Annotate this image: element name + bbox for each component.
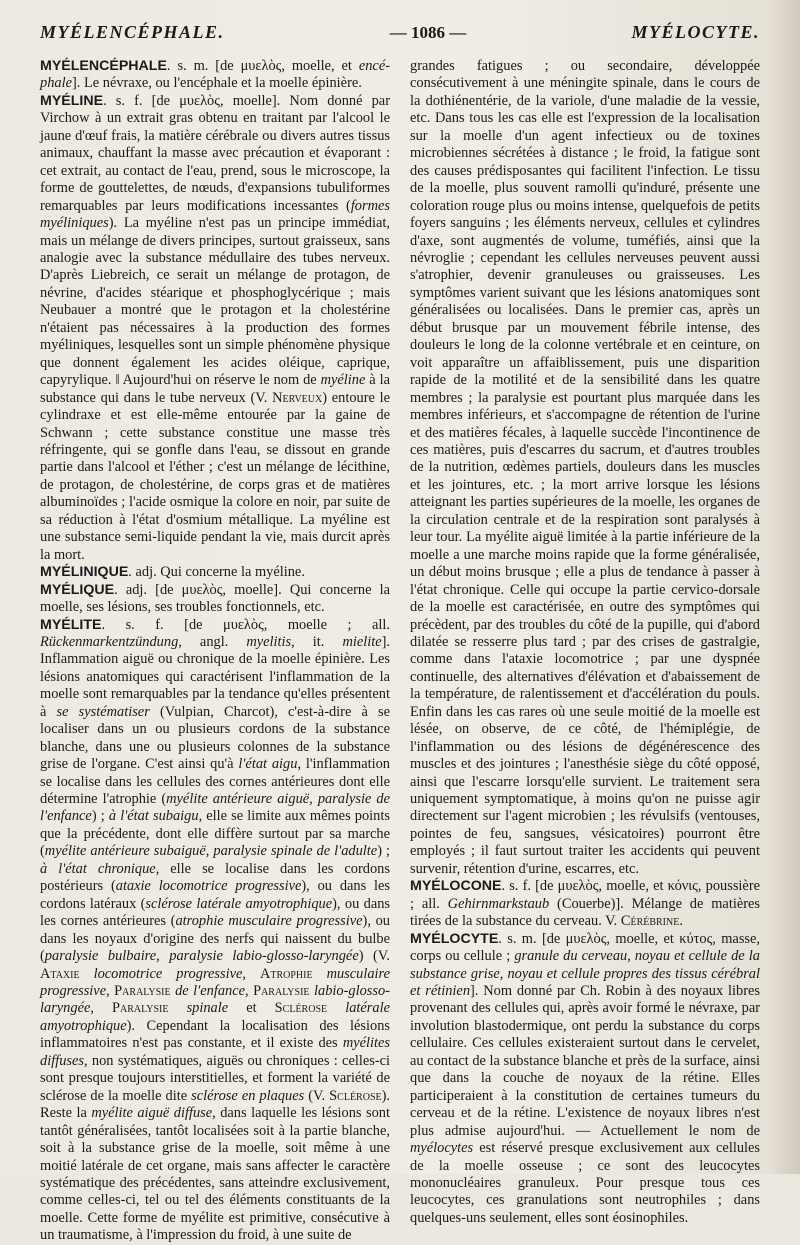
italic-text: à l'état chronique [40,860,156,877]
small-caps-reference: Cérébrine [620,913,680,930]
entry-text: ) ; [91,808,109,825]
entry-text: (Vulpian, Charcot), c'est-à-dire à se localiser dans un ou plusieurs cordons de la substance blanche, dans une ou plusieurs colonnes de la substance grise de l'organe. C'est ainsi qu'à [40,703,390,773]
italic-text: spinale [186,1000,229,1017]
entry-text: est réservé presque exclusivement aux cellules de la moelle osseuse ; ce sont des leucocytes mononucléaires granuleux. Pour presque tous ces leucocytes, ces granulations sont neutrophiles ; dans quelques-uns seulement, elles sont éosinophiles. [410,1140,760,1226]
entry-text: , non systématiques, aiguës ou chroniques : celles-ci sont presque toujours interstitielles, et forment la variété de sclérose de la moelle dite [40,1052,390,1104]
italic-text: à l'état subaigu [108,808,199,825]
left-column [40,58,390,1245]
entry-text: ]. Nom donné par Ch. Robin à des noyaux libres provenant des cellules qui, après avoir formé le névraxe, par involution blastodermique, ont perdu la substance du corps cellulaire. Ces cellules existeraient surtout dans le cervelet, au contact de la substance blanche et près de la surface, ainsi que dans la couche de noyaux de la rétine. Elles participeraient à la constitution de certaines tumeurs du cerveau et de la rétine. L'existence de noyaux libres n'est plus admise aujourd'hui. — Actuellement le nom de [410,983,761,1139]
entry-text: ), ou dans les cordons latéraux ( [40,878,390,912]
italic-text: myéline [320,372,366,389]
entry-text: , [106,983,115,1000]
dictionary-entry [410,931,760,1228]
italic-text: atrophie musculaire progressive [175,913,363,930]
entry-text: (V. [304,1087,330,1104]
italic-text: myélocytes [410,1140,474,1157]
small-caps-reference: Paralysie [114,983,171,1000]
italic-text: de l'enfance [175,983,245,1000]
dictionary-entry [40,617,390,1245]
entry-text: . s. f. [de μυελὸς, moelle]. Nom donné par Virchow à un extrait gras obtenu en traitant par l'alcool le jaune d'œuf frais, la matière cérébrale ou divers autres tissus animaux, chauffant la masse avec précaution et évaporant : cet extrait, au contact de l'eau, prend, sous le microscope, la forme de gouttelettes, de nœuds, d'expansions tubuliformes remarquables par leurs modifications incessantes ( [40,92,390,214]
dictionary-entry [40,582,390,617]
italic-text: locomotrice progressive [93,965,243,982]
entry-continuation [410,58,760,878]
small-caps-reference: Ataxie [40,965,80,982]
italic-text: myelitis [246,633,292,650]
entry-text: . adj. Qui concerne la myéline. [128,564,305,581]
entry-text: ) ; [377,843,390,860]
entry-headword: MYÉLENCÉPHALE [40,58,167,74]
dictionary-entry [40,93,390,564]
italic-text: myélite antérieure aiguë, paralysie de l'enfance [40,791,390,825]
entry-text: ). Reste la [40,1087,390,1122]
entry-text: , elle se localise dans les cordons postérieurs ( [40,860,390,895]
entry-text: ). Cependant la localisation des lésions inflammatoires n'est pas constante, et il existe des [40,1017,390,1052]
entry-text: ) entoure le cylindraxe et est elle-même entourée par la gaine de Schwann ; cette substance constitue une masse très réfringente, qui se gonfle dans l'eau, se dissout en grande partie dans l'alcool et l'éther ; c'est un mélange de lécithine, de protagon, de cholestérine, de corps gras et de matières albuminoïdes ; l'acide osmique la colore en noir, par suite de sa réduction à l'état d'osmium métallique. La myéline est une substance semi-liquide pendant la vie, mais durcit après la mort. [40,389,390,563]
italic-text: paralysie bulbaire, paralysie labio-glosso-laryngée [44,948,359,965]
italic-text: latérale amyotrophique [40,1000,390,1034]
entry-text: . s. f. [de μυελὸς, moelle ; all. [101,616,390,633]
entry-text: , it. [291,633,343,650]
entry-text: . s. m. [de μυελὸς, moelle, et κύτος, masse, corps ou cellule ; [410,930,760,965]
italic-text: encé-phale [40,58,390,92]
entry-headword: MYÉLOCONE [410,878,502,895]
dictionary-entry [410,878,760,930]
entry-text: à la substance qui dans le tube nerveux (V. [40,372,391,406]
entry-text: , l'inflammation se localise dans les cellules des cornes antérieures dont elle détermine l'atrophie ( [40,756,390,808]
entry-text: ) (V. [358,948,390,965]
small-caps-reference: Paralysie [112,1000,169,1017]
italic-text: granule du cerveau, noyau et cellule de la substance grise, noyau et cellule propres des tissus cérébral et rétinien [410,948,760,1000]
entry-text [313,966,327,982]
entry-headword: MYÉLIQUE [40,581,115,598]
dictionary-entry [40,564,390,581]
entry-text [168,1000,186,1016]
entry-headword: MYÉLITE [40,616,102,633]
entry-text: ]. Inflammation aiguë ou chronique de la moelle épinière. Les lésions anatomiques qui caractérisent l'inflammation de la moelle sont remarquables par la tendance qu'elles présentent à [40,633,391,720]
entry-text: , elle se limite aux mêmes points que la précédente, dont elle diffère surtout par sa marche ( [40,808,390,860]
entry-headword: MYÉLINIQUE [40,564,129,581]
entry-headword: MYÉLINE [40,92,104,109]
small-caps-reference: Sclérose [329,1087,382,1104]
small-caps-reference: Paralysie [253,983,310,1000]
entry-text: , angl. [178,633,247,650]
dictionary-entry [40,58,390,93]
italic-text: mielite [342,633,382,650]
italic-text: se systématiser [56,703,150,720]
italic-text: Gehirnmarkstaub [447,895,550,912]
italic-text: l'état aigu [238,756,298,773]
italic-text: myélite antérieure subaiguë, paralysie spinale de l'adulte [44,843,378,860]
entry-text: . adj. [de μυελὸς, moelle]. Qui concerne la moelle, ses lésions, ses troubles fonctionnels, etc. [40,581,390,616]
italic-text: sclérose en plaques [191,1087,305,1104]
entry-text: , [90,1000,113,1017]
entry-text: ). La myéline n'est pas un principe immédiat, mais un mélange de divers principes, surtout graisseux, sans analogie avec la substance médullaire des tubes nerveux. D'après Liebreich, ce serait un mélange de protagon, de névrine, d'acides stéarique et phosphoglycérique ; mais Neubauer a montré que le protagon et la cholestérine n'étaient pas nécessaires à la production des formes myéliniques, lesquelles sont un simple phénomène physique que donnent également les acides oléique, caprique, capyrylique. ‖ Aujourd'hui on réserve le nom de [40,215,390,389]
small-caps-reference: Atrophie [259,965,313,982]
italic-text: myélites diffuses [40,1035,390,1069]
entry-text: . s. f. [de μυελὸς, moelle, et κόνις, poussière ; all. [410,878,760,912]
entry-text: grandes fatigues ; ou secondaire, développée consécutivement à une méningite spinale, dans le cours de la dothiénentérie, de la variole, d'une maladie de la vessie, etc. Dans tous les cas elle est l'expression de la localisation sur la moelle d'un agent infectieux ou de toxines microbiennes sécrétées à distance ; le froid, la fatigue sont des causes prédisposantes qui facilitent l'infection. Le tissu de la moelle, plus souvent ramolli qu'induré, présente une coloration rouge plus ou moins intense, quelquefois de petits foyers sanguins ; les éléments nerveux, cellules et cylindres d'axe, sont augmentés de volume, tuméfiés, ainsi que la névroglie ; cependant les cellules nerveuses peuvent aussi s'atrophier, devenir granuleuses ou graisseuses. Les symptômes varient suivant que les lésions anatomiques sont généralisées ou localisées. Dans le premier cas, après un début brusque par un mouvement fébrile intense, des douleurs le long de la colonne vertébrale et en ceinture, on voit apparaître un affaiblissement, puis une disparition rapide de la motilité et de la sensibilité dans les quatre membres ; la paralysie est pourtant plus marquée dans les membres inférieurs, et s'accompagne de rétention de l'urine et des matières fécales, à laquelle succède l'incontinence de ces matières, puis d'escarres du sacrum, et d'autres troubles de la nutrition, œdèmes partiels, douleurs dans les muscles et les jointures, etc. ; la mort arrive lorsque les lésions atteignant les parties supérieures de la moelle, les organes de la circulation centrale et de la respiration sont paralysés à leur tour. La myélite aiguë limitée à la partie inférieure de la moelle a une marche moins rapide que la forme généralisée, un début moins brusque ; elle a plus de tendance à passer à l'état chronique. Celle qui occupe la partie cervico-dorsale de la moelle est caractérisée, en outre des symptômes qui précèdent, par des troubles du côté de la pupille, qui d'abord dilatée se resserre plus tard ; par des crises de gastralgie, comme dans l'ataxie locomotrice ; par une dyspnée continuelle, des alternatives d'élévation et d'abaissement de la température, de ralentissement et d'accélération du pouls. Enfin dans les cas rares où une seule moitié de la moelle est lésée, on observe, de ce côté, de l'hémiplégie, de l'inflammation ou des lésions de dégénérescence des muscles et des jointures ; l'anesthésie siège du côté opposé, ainsi que l'escarre lorsqu'elle survient. Le traitement sera uniquement symptomatique, à moins qu'on ne puisse agir directement sur l'agent microbien ; les révulsifs (ventouses, pointes de feu, sangsues, vésicatoires) pourront être employés ; il faut surtout traiter les accidents qui peuvent survenir, rétention d'urine, escarres, etc. [410,58,760,877]
right-column [410,58,760,1227]
italic-text: musculaire progressive [40,965,390,1000]
italic-text: myélite aiguë diffuse [91,1105,213,1122]
italic-text: labio-glosso-laryngée [40,983,390,1017]
header-left-guide-word: MYÉLENCÉPHALE. [40,22,225,42]
entry-text: . [679,913,683,930]
entry-text: , [242,965,260,982]
italic-text: Rückenmarkentzündung [40,633,179,650]
entry-text: ), ou dans les noyaux d'origine des nerfs qui naissent du bulbe ( [40,913,390,965]
entry-text: ), ou dans les cornes antérieures ( [40,895,390,930]
entry-text: , [245,983,254,1000]
small-caps-reference: Nerveux [272,389,323,406]
header-right-guide-word: MYÉLOCYTE. [631,22,760,42]
small-caps-reference: Sclérose [274,1000,328,1017]
entry-headword: MYÉLOCYTE [410,930,499,947]
entry-text: (Couerbe)]. Mélange de matières tirées de la substance du cerveau. V. [410,895,760,930]
italic-text: formes myéliniques [40,197,390,232]
entry-text [80,966,94,982]
running-head [40,22,760,48]
entry-text [327,1000,345,1016]
italic-text: ataxie locomotrice progressive [115,878,302,895]
entry-text: . s. m. [de μυελὸς, moelle, et [166,58,359,74]
entry-text: , dans laquelle les lésions sont tantôt généralisées, tantôt localisées soit à la partie blanche, soit à la substance grise de la moelle, soit même à une moitié latérale de cet organe, mais sans affecter le caractère systématique des précédentes, sans atteindre exclusivement, comme celles-ci, tel ou tel des éléments constituants de la moelle. Cette forme de myélite est primitive, consécutive à un traumatisme, à l'impression du froid, à une suite de [40,1105,390,1244]
entry-text: ]. Le névraxe, ou l'encéphale et la moelle épinière. [71,75,362,92]
page-number: — 1086 — [389,23,467,42]
italic-text: sclérose latérale amyotrophique [145,895,333,912]
entry-text: et [228,1000,275,1017]
